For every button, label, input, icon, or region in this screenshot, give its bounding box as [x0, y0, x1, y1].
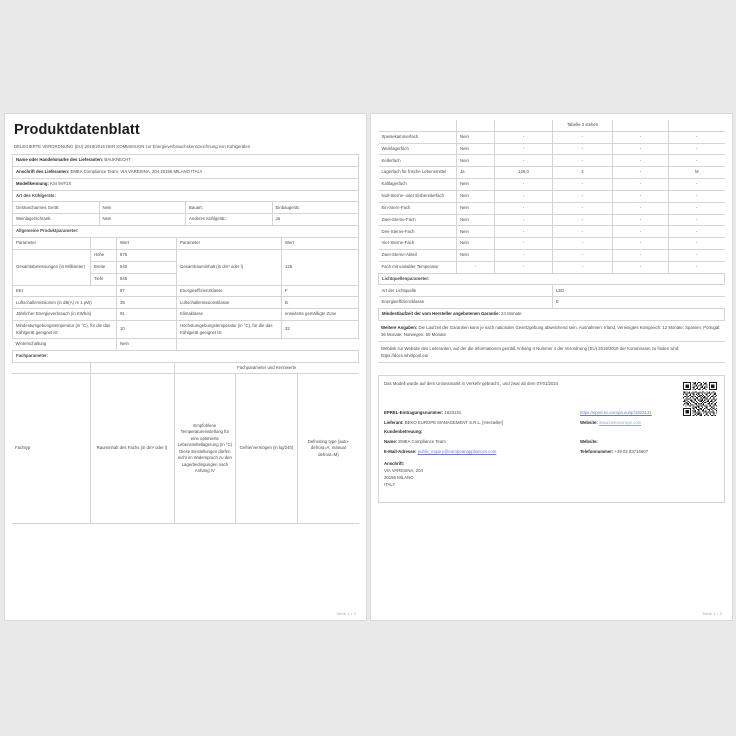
compartment-type-6: Ein-Stern-Fach — [379, 202, 457, 214]
table-row — [13, 166, 359, 178]
compartment-present-1: Nein — [457, 143, 495, 155]
table-row — [379, 202, 725, 214]
compartment-type-0: Speisekammerfach — [379, 131, 457, 143]
supplier-address-value: EMEA Compliance Team, VIA VARESINA, 204 20156 MILANO ITALY — [70, 169, 203, 175]
table-row — [379, 167, 725, 179]
appliance-type-label2-1: Anderes Kühlgerät: — [186, 214, 273, 226]
dimension-sub-2: Tiefe — [91, 273, 117, 285]
col-compartment-type: Fachtyp — [12, 374, 90, 524]
table-row — [379, 131, 725, 143]
table-row — [379, 285, 725, 297]
compartment-temp-7: - — [553, 214, 613, 226]
model-cell — [13, 178, 359, 190]
light-class-label: Energieeffizienzklasse — [379, 297, 553, 309]
table-row — [379, 214, 725, 226]
weblink-block — [378, 342, 725, 363]
blank-corner-2 — [90, 362, 174, 373]
compartment-present-0: Nein — [457, 131, 495, 143]
table-row — [13, 285, 359, 297]
param-label2-1: Luftschallemissionsklasse — [177, 297, 282, 309]
email-value[interactable]: public_inquiry@europeanappliances.com — [417, 448, 497, 454]
supplier-table — [12, 154, 359, 238]
compartment-present-7: Nein — [457, 214, 495, 226]
supplier-row — [384, 420, 580, 426]
compartment-volume-8: - — [495, 226, 553, 238]
compartment-freeze-8: - — [613, 226, 669, 238]
table-row — [13, 250, 359, 262]
appliance-type-label-1: Weinlagerschrank: — [13, 214, 100, 226]
weblink-text: Weblink zur Website des Lieferanten, auf der die Informationen gemäß Anhang II Nummer 4 der Verordnung (EU) 2019/2019 der Kommission zu finden sind: — [381, 345, 680, 351]
warranty-value: 24 Monate — [501, 311, 522, 317]
param-label-0: EEI — [13, 285, 117, 297]
page-2 — [370, 113, 733, 621]
param-value2-3: 32 — [282, 320, 359, 338]
support-heading-spacer — [580, 429, 719, 435]
compartment-volume-2: - — [495, 155, 553, 167]
blank-corner — [12, 362, 90, 373]
table-row — [12, 362, 359, 373]
compartment-defrost-9: - — [669, 238, 725, 250]
compartment-temp-0: - — [553, 131, 613, 143]
blank-head-3 — [613, 120, 669, 131]
email-row — [384, 449, 580, 455]
weblink-url[interactable]: https://docs.whirlpool.eu/ — [381, 353, 429, 359]
blank-head-0 — [379, 120, 457, 131]
dimension-value-2: 545 — [117, 273, 177, 285]
page-1 — [4, 113, 367, 621]
param-value-3: 10 — [117, 320, 177, 338]
col-compartment-temp: Empfohlene Temperatureinstellung für eine optimierte Lebensmittellagerung (in °C) Diese Einstellungen dürfen nicht im Widerspruch zu den Lagerbedingungen nach Anhang IV — [174, 374, 236, 524]
compartment-defrost-2: - — [669, 155, 725, 167]
website-row-2 — [580, 439, 719, 445]
param-label2-3: Höchstumgebungstemperatur (in °C), für die das Kühlgerät geeignet ist — [177, 320, 282, 338]
compartment-volume-5: - — [495, 190, 553, 202]
page-footer-right: Seite 2 / 2 — [702, 612, 722, 616]
param-label2-0: Energieeffizienzklasse — [177, 285, 282, 297]
dimension-value-0: 875 — [117, 250, 177, 262]
table-row — [379, 249, 725, 261]
eprel-value: 1823131 — [444, 410, 462, 415]
appliance-type-value-0: Nein — [99, 202, 186, 214]
compartment-type-3: Lagerfach für frische Lebensmittel — [379, 167, 457, 179]
compartment-type-9: Vier-Sterne-Fach — [379, 238, 457, 250]
compartment-defrost-5: - — [669, 190, 725, 202]
compartment-volume-4: - — [495, 179, 553, 191]
param-value2-0: F — [282, 285, 359, 297]
page-footer-left: Seite 1 / 2 — [336, 612, 356, 616]
compartment-data-table — [378, 120, 725, 321]
compartment-volume-9: - — [495, 238, 553, 250]
qr-code-icon — [683, 382, 717, 416]
light-type-value: LED — [553, 285, 725, 297]
phone-label: Telefonnummer: — [580, 448, 614, 454]
compartment-temp-5: - — [553, 190, 613, 202]
param-value-0: 97 — [117, 285, 177, 297]
compartment-freeze-6: - — [613, 202, 669, 214]
light-source-heading: Lichtquellenparameter: — [379, 273, 725, 285]
compartment-defrost-6: - — [669, 202, 725, 214]
compartment-type-10: Zwei-Sterne-Abteil — [379, 249, 457, 261]
table-row — [13, 351, 359, 363]
compartment-freeze-7: - — [613, 214, 669, 226]
spanning-header: Fachparameter und Kennwerte — [174, 362, 359, 373]
table-row — [379, 297, 725, 309]
appliance-type-value2-0: Einbaugerät — [272, 202, 359, 214]
table-row — [13, 297, 359, 309]
compartment-present-6: Nein — [457, 202, 495, 214]
table-row — [13, 225, 359, 237]
compartment-temp-2: - — [553, 155, 613, 167]
param-value2-1: B — [282, 297, 359, 309]
table-row — [13, 155, 359, 167]
supplier-company-value: BEKO EUROPE MANAGEMENT S.R.L. [Hersteller] — [404, 419, 504, 425]
col-compartment-defrost: Defrosting type (auto-defrost=A, manual defrost=M) — [297, 374, 359, 524]
supplier-address-label: Anschrift des Lieferanten: — [16, 169, 70, 175]
param-label-1: Luftschallemissionen (in dB(A) re 1 pW) — [13, 297, 117, 309]
table-row — [13, 309, 359, 321]
table-row — [379, 309, 725, 321]
compartment-defrost-11: - — [669, 261, 725, 273]
supplier-name-cell — [13, 155, 359, 167]
compartment-temp-9: - — [553, 238, 613, 250]
table-row — [13, 214, 359, 226]
table-row — [13, 202, 359, 214]
compartment-type-11: Fach mit variabler Temperatur — [379, 261, 457, 273]
address-line-2: 20156 MILANO — [384, 475, 414, 481]
compartment-params-table — [12, 362, 359, 524]
compartment-defrost-10: - — [669, 249, 725, 261]
param-label-2: Jährlicher Energieverbrauch (in KWh/a) — [13, 309, 117, 321]
website-label-2: Website: — [580, 438, 598, 444]
compartment-type-4: Kaltlagerfach — [379, 179, 457, 191]
blank-head-2 — [495, 120, 553, 131]
dimension-value-1: 540 — [117, 261, 177, 273]
address-line-3: ITALY — [384, 482, 396, 488]
company-address-block — [384, 460, 719, 488]
supplier-company-label: Lieferant: — [384, 419, 404, 425]
compartment-temp-4: - — [553, 179, 613, 191]
compartment-freeze-2: - — [613, 155, 669, 167]
phone-value: +39 02 83715807 — [614, 448, 649, 454]
compartment-temp-8: - — [553, 226, 613, 238]
address-line-1: VIA VARESINA, 204 — [384, 468, 423, 474]
compartment-freeze-4: - — [613, 179, 669, 191]
phone-row — [580, 449, 719, 455]
table-row — [379, 261, 725, 273]
winter-blank-2 — [282, 339, 359, 351]
compartment-present-8: Nein — [457, 226, 495, 238]
col-parameter: Parameter — [13, 238, 91, 250]
supplier-name-label: Name oder Handelsmarke des Lieferanten: — [16, 157, 104, 163]
compartment-freeze-9: - — [613, 238, 669, 250]
appliance-type-label2-0: Bauart: — [186, 202, 273, 214]
compartment-volume-7: - — [495, 214, 553, 226]
compartment-present-4: Nein — [457, 179, 495, 191]
eprel-label: EPREL-Eintragungsnummer: — [384, 410, 444, 415]
table-row — [13, 178, 359, 190]
param-label2-2: Klimaklasse — [177, 309, 282, 321]
table-row — [379, 179, 725, 191]
dimension-sub-0: Höhe — [91, 250, 117, 262]
winter-value: Nein — [117, 339, 177, 351]
further-info-block — [378, 321, 725, 342]
param-label-3: Mindestumgebungstemperatur (in °C), für die das Kühlgerät geeignet ist — [13, 320, 117, 338]
compartment-defrost-4: - — [669, 179, 725, 191]
model-value: KSI 9VF2X — [50, 180, 72, 186]
table-row — [379, 238, 725, 250]
table-row — [13, 320, 359, 338]
compartment-present-3: Ja — [457, 167, 495, 179]
compartment-freeze-5: - — [613, 190, 669, 202]
compartment-type-1: Weinlagerfach — [379, 143, 457, 155]
table-row — [379, 120, 725, 131]
general-params-table — [12, 237, 359, 363]
winter-label: Winterschaltung — [13, 339, 117, 351]
compartment-temp-10: - — [553, 249, 613, 261]
eprel-row — [384, 410, 580, 416]
contact-name-value: EMEA Compliance Team — [398, 438, 446, 444]
compartment-type-7: Zwei-Sterne-Fach — [379, 214, 457, 226]
compartment-defrost-1: - — [669, 143, 725, 155]
table-row — [379, 190, 725, 202]
page-title: Produktdatenblatt — [14, 122, 140, 138]
table-row — [379, 143, 725, 155]
appliance-type-heading: Art des Kühlgeräts: — [13, 190, 359, 202]
blank-head-4 — [669, 120, 725, 131]
compartment-freeze-1: - — [613, 143, 669, 155]
blank-head-1 — [457, 120, 495, 131]
supplier-name-value: BAUKNECHT — [104, 157, 131, 163]
light-type-label: Art der Lichtquelle — [379, 285, 553, 297]
appliance-type-value2-1: Ja — [272, 214, 359, 226]
address-label: Anschrift: — [384, 460, 405, 466]
warranty-label: Mindestlaufzeit der vom Hersteller angebotenen Garantie: — [382, 311, 500, 317]
contact-name-row — [384, 439, 580, 445]
further-info-text: Die Laufzeit der Garantien kann je nach nationaler Gesetzgebung abweichend sein. Ausnahmen: Irland, Vereinigtes Königreich: 12 Monate; Spanien, Portugal: 36 Monate; Norwegen: 60 Monate — [381, 324, 721, 337]
warranty-cell — [379, 309, 725, 321]
compartment-volume-10: - — [495, 249, 553, 261]
volume-value: 126 — [282, 250, 359, 285]
compartment-type-5: Null-Sterne- oder Eisbereiterfach — [379, 190, 457, 202]
compartment-present-10: Nein — [457, 249, 495, 261]
compartment-temp-6: - — [553, 202, 613, 214]
eprel-url-link[interactable]: https://eprel.ec.europa.eu/qr/1823131 — [580, 410, 652, 415]
compartment-temp-3: 4 — [553, 167, 613, 179]
compartment-defrost-0: - — [669, 131, 725, 143]
compartment-present-2: Nein — [457, 155, 495, 167]
table-row — [12, 374, 359, 524]
further-info-label: Weitere Angaben: — [381, 324, 418, 330]
compartment-freeze-11: - — [613, 261, 669, 273]
model-label: Modellkennung: — [16, 180, 49, 186]
compartment-params-heading: Fachparameter: — [13, 351, 359, 363]
compartment-present-5: Nein — [457, 190, 495, 202]
email-label: E-Mail-Adresse: — [384, 448, 417, 454]
compartment-header-note: Tabelle 3 stehen — [553, 120, 613, 131]
dimension-sub-1: Breite — [91, 261, 117, 273]
compartment-type-8: Drei-Sterne-Fach — [379, 226, 457, 238]
contact-name-label: Name: — [384, 438, 398, 444]
dimensions-label: Gesamtabmessungen (in Millimeter) — [13, 250, 91, 285]
supplier-address-cell — [13, 166, 359, 178]
compartment-type-2: Kellerfach — [379, 155, 457, 167]
compartment-temp-1: - — [553, 143, 613, 155]
website-value-1[interactable]: www.bekoeurope.com — [599, 419, 642, 425]
compartment-volume-1: - — [495, 143, 553, 155]
compartment-volume-3: 126,0 — [495, 167, 553, 179]
table-row — [379, 155, 725, 167]
compartment-present-9: Nein — [457, 238, 495, 250]
compartment-present-11: - — [457, 261, 495, 273]
website-row-1 — [580, 420, 719, 426]
param-value2-2: erweiterte gemäßigte Zone — [282, 309, 359, 321]
market-notice-box — [378, 375, 725, 503]
col-parameter-2: Parameter — [177, 238, 282, 250]
appliance-type-value-1: Nein — [99, 214, 186, 226]
compartment-volume-6: - — [495, 202, 553, 214]
table-row — [13, 339, 359, 351]
compartment-defrost-8: - — [669, 226, 725, 238]
compartment-defrost-3: M — [669, 167, 725, 179]
param-value-2: 91 — [117, 309, 177, 321]
volume-label: Gesamtrauminhalt (in dm³ oder l) — [177, 250, 282, 285]
table-row — [379, 273, 725, 285]
compartment-freeze-10: - — [613, 249, 669, 261]
support-heading: Kundenbetreuung: — [384, 429, 423, 435]
col-compartment-volume: Rauminhalt des Fachs (in dm³ oder l) — [90, 374, 174, 524]
table-row — [13, 238, 359, 250]
compartment-volume-11: - — [495, 261, 553, 273]
col-spacer — [91, 238, 117, 250]
col-value: Wert — [117, 238, 177, 250]
col-compartment-freeze: Gefriervermögen (in kg/24h) — [236, 374, 298, 524]
compartment-defrost-7: - — [669, 214, 725, 226]
col-value-2: Wert — [282, 238, 359, 250]
compartment-temp-11: - — [553, 261, 613, 273]
compartment-freeze-3: - — [613, 167, 669, 179]
compartment-volume-0: - — [495, 131, 553, 143]
light-class-value: E — [553, 297, 725, 309]
table-row — [379, 226, 725, 238]
market-text: Das Modell wurde auf dem Unionsmarkt in Verkehr gebracht , und zwar ab dem 07/01/2024 — [384, 381, 559, 387]
param-value-1: 35 — [117, 297, 177, 309]
registration-contact-grid — [384, 410, 719, 455]
table-row — [13, 190, 359, 202]
compartment-freeze-0: - — [613, 131, 669, 143]
general-params-heading: Allgemeine Produktparameter: — [13, 225, 359, 237]
appliance-type-label-0: Geräuscharmes Gerät — [13, 202, 100, 214]
website-label-1: Website: — [580, 419, 598, 425]
regulation-intro: DELEGIERTE VERORDNUNG (EU) 2019/2016 DER KOMMISSION zur Energieverbrauchskennzeichnung von Kühlgeräten — [14, 144, 251, 149]
winter-blank-1 — [177, 339, 282, 351]
